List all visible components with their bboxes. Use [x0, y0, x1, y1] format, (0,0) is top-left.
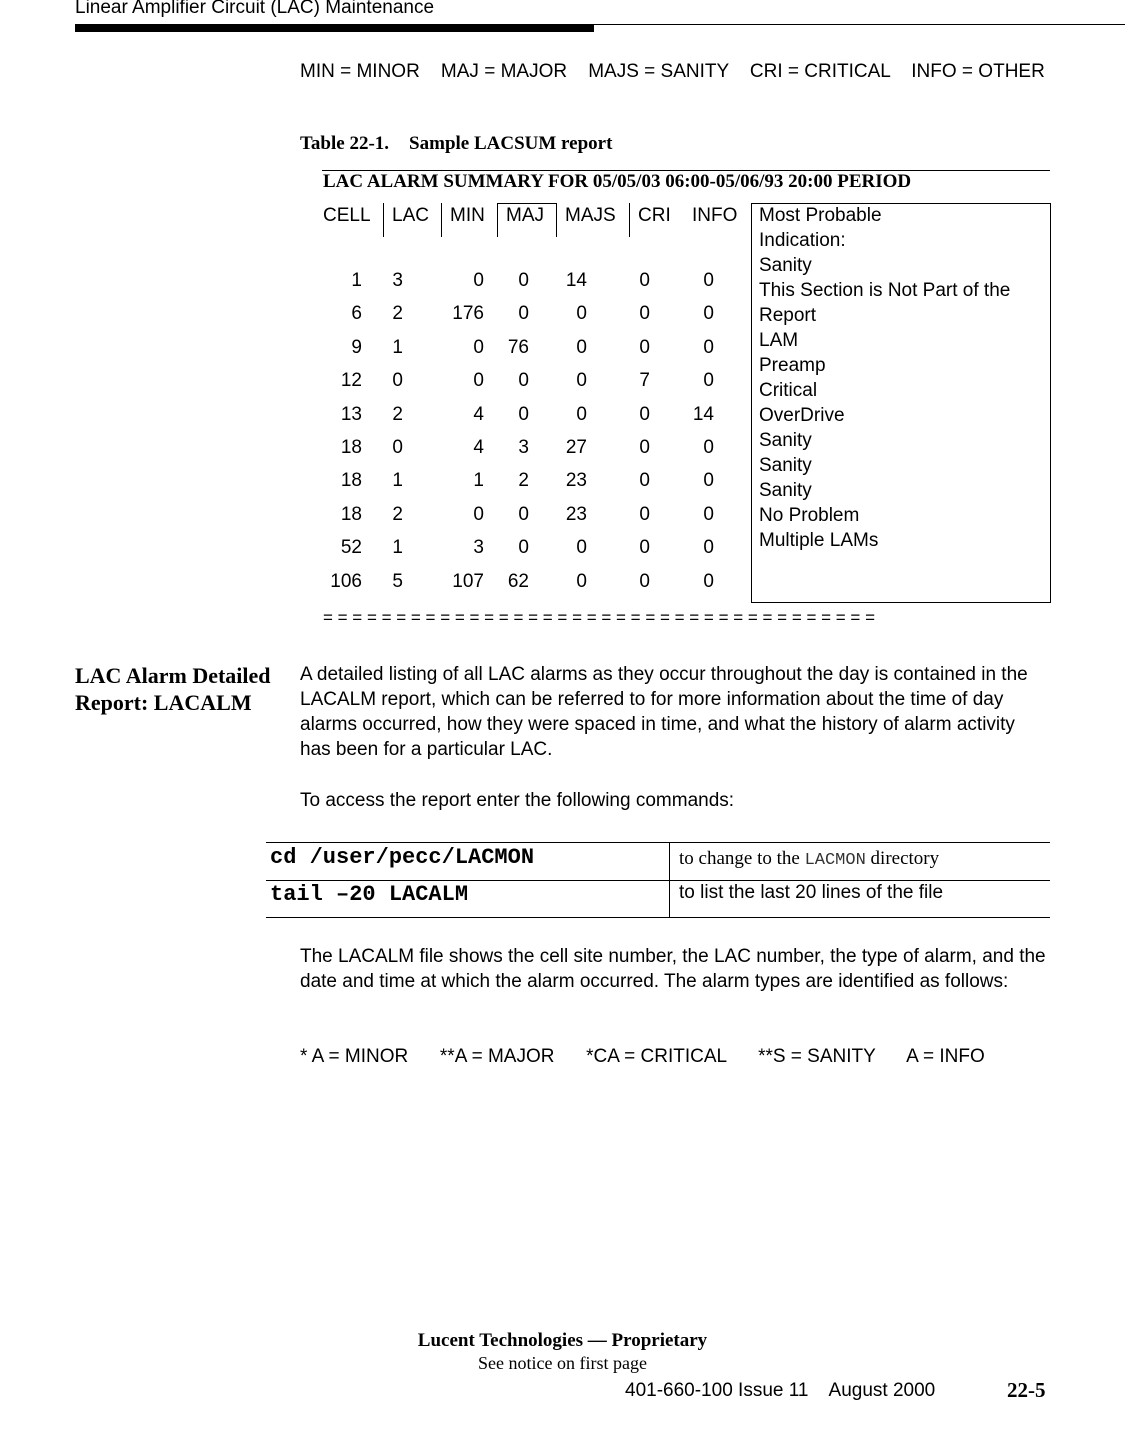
table-cell-lac: 0: [392, 437, 403, 458]
footer-company: Lucent Technologies — Proprietary: [417, 1330, 708, 1351]
indication-line: No Problem: [759, 505, 860, 526]
command-cd-description: [679, 848, 939, 870]
table-cell-info: 0: [703, 470, 714, 492]
footer-document-info: 401-660-100 Issue 11 August 2000: [625, 1380, 936, 1401]
indication-line: LAM: [759, 330, 799, 351]
indication-line: Critical: [759, 380, 818, 401]
table-cell-min: 3: [473, 537, 484, 559]
table-cell-majs: 0: [576, 570, 587, 592]
table-cell-min: 4: [473, 403, 484, 425]
indication-line: This Section is Not Part of the: [759, 280, 1011, 301]
indication-line: Sanity: [759, 455, 812, 476]
table-cell-cri: 7: [639, 370, 650, 392]
table-cell-cell: 12: [340, 370, 362, 392]
column-header-rule: [497, 203, 556, 204]
table-cell-lac: 2: [392, 303, 403, 325]
column-header-info: INFO: [692, 205, 738, 226]
alarm-types-legend: * A = MINOR **A = MAJOR *CA = CRITICAL **S = SANITY A = INFO: [300, 1046, 985, 1067]
command-tail: tail –20 LACALM: [270, 882, 469, 907]
table-cell-maj: 0: [518, 503, 529, 525]
table-cell-min: 107: [452, 570, 484, 592]
table-cell-maj: 76: [507, 336, 529, 358]
column-separator: [383, 203, 384, 237]
table-cell-cell: 6: [351, 303, 362, 325]
table-cell-majs: 0: [576, 336, 587, 358]
table-cell-cell: 9: [351, 336, 362, 358]
command-table-separator: [669, 842, 670, 918]
running-header-title: Linear Amplifier Circuit (LAC) Maintenance: [75, 0, 435, 18]
table-cell-min: 0: [473, 503, 484, 525]
table-cell-info: 0: [703, 503, 714, 525]
table-cell-cri: 0: [639, 303, 650, 325]
table-cell-cri: 0: [639, 503, 650, 525]
table-cell-lac: 5: [392, 570, 403, 592]
table-cell-majs: 23: [565, 503, 587, 525]
table-cell-lac: 1: [392, 470, 403, 492]
page-number: 22-5: [1007, 1378, 1046, 1402]
table-cell-maj: 2: [518, 470, 529, 492]
column-separator: [556, 203, 557, 237]
table-cell-info: 0: [703, 370, 714, 392]
column-separator: [497, 203, 498, 237]
table-cell-majs: 0: [576, 303, 587, 325]
indication-line: Most Probable: [759, 205, 882, 226]
table-cell-lac: 2: [392, 403, 403, 425]
table-cell-lac: 2: [392, 503, 403, 525]
table-cell-cell: 18: [340, 437, 362, 458]
table-cell-maj: 0: [518, 303, 529, 325]
table-cell-maj: 62: [507, 570, 529, 592]
table-cell-cell: 18: [340, 470, 362, 492]
indication-line: Report: [759, 305, 817, 326]
column-separator: [441, 203, 442, 237]
table-cell-cell: 18: [340, 503, 362, 525]
table-cell-majs: 0: [576, 370, 587, 392]
indication-line: Indication:: [759, 230, 846, 251]
table-caption-title: Sample LACSUM report: [409, 133, 613, 154]
table-cell-cell: 106: [330, 570, 362, 592]
table-cell-cri: 0: [639, 270, 650, 291]
header-rule-thick: [75, 24, 594, 32]
table-cell-min: 0: [473, 336, 484, 358]
table-cell-maj: 0: [518, 370, 529, 392]
command-cd: cd /user/pecc/LACMON: [270, 845, 535, 870]
table-cell-majs: 27: [565, 437, 587, 458]
table-cell-cell: 1: [351, 270, 362, 291]
indication-line: Sanity: [759, 430, 812, 451]
table-cell-min: 4: [473, 437, 484, 458]
column-header-cri: CRI: [638, 205, 671, 226]
indication-line: Multiple LAMs: [759, 530, 879, 551]
section-paragraph-1: A detailed listing of all LAC alarms as they occur throughout the day is contained in the LACALM report, which can be referred to for more information about the time of day alarms occurred, how they were spaced in time, and what the history of alarm activity has been for a particular LAC.: [300, 664, 1028, 760]
indication-line: Sanity: [759, 255, 812, 276]
table-cell-min: 0: [473, 370, 484, 392]
table-cell-info: 0: [703, 303, 714, 325]
table-cell-info: 0: [703, 570, 714, 592]
command-cd-description-suffix: directory: [865, 848, 940, 869]
table-cell-info: 0: [703, 270, 714, 291]
column-separator: [629, 203, 630, 237]
table-cell-maj: 0: [518, 403, 529, 425]
column-header-min: MIN: [450, 205, 485, 226]
table-cell-majs: 23: [565, 470, 587, 492]
indication-line: OverDrive: [759, 405, 845, 426]
table-cell-majs: 14: [565, 270, 587, 291]
section-paragraph-3: The LACALM file shows the cell site number, the LAC number, the type of alarm, and the date and time at which the alarm occurred. The alarm types are identified as follows:: [300, 946, 1046, 992]
command-cd-description-code: LACMON: [804, 851, 866, 870]
indication-line: Sanity: [759, 480, 812, 501]
table-cell-lac: 0: [392, 370, 403, 392]
command-table-rule: [266, 917, 1050, 918]
table-cell-lac: 1: [392, 336, 403, 358]
footer-notice: See notice on first page: [478, 1353, 647, 1373]
indication-line: Preamp: [759, 355, 826, 376]
table-cell-cri: 0: [639, 403, 650, 425]
table-cell-lac: 3: [392, 270, 403, 291]
table-caption-number: Table 22-1.: [300, 133, 390, 154]
table-cell-majs: 0: [576, 537, 587, 559]
table-cell-cell: 13: [340, 403, 362, 425]
table-cell-cell: 52: [340, 537, 362, 559]
table-cell-min: 0: [473, 270, 484, 291]
abbreviation-legend: MIN = MINOR MAJ = MAJOR MAJS = SANITY CRI = CRITICAL INFO = OTHER: [300, 61, 1045, 82]
table-cell-cri: 0: [639, 537, 650, 559]
column-header-majs: MAJS: [565, 205, 616, 226]
table-cell-cri: 0: [639, 336, 650, 358]
table-cell-majs: 0: [576, 403, 587, 425]
command-table-rule: [266, 880, 1050, 881]
table-cell-cri: 0: [639, 470, 650, 492]
table-cell-maj: 3: [518, 437, 529, 458]
section-paragraph-2: To access the report enter the following commands:: [300, 790, 735, 811]
table-cell-min: 176: [452, 303, 484, 325]
table-cell-lac: 1: [392, 537, 403, 559]
table-cell-cri: 0: [639, 437, 650, 458]
column-header-maj: MAJ: [506, 205, 544, 226]
table-cell-maj: 0: [518, 270, 529, 291]
table-end-marker: = = = = = = = = = = = = = = = = = = = = = = = = = = = = = = = = = = = = = =: [323, 608, 876, 627]
table-title: LAC ALARM SUMMARY FOR 05/05/03 06:00-05/06/93 20:00 PERIOD: [323, 171, 912, 192]
column-header-cell: CELL: [323, 205, 371, 226]
table-cell-info: 0: [703, 437, 714, 458]
column-header-lac: LAC: [392, 205, 429, 226]
table-cell-maj: 0: [518, 537, 529, 559]
command-table-rule: [266, 842, 1050, 843]
table-cell-info: 0: [703, 537, 714, 559]
table-cell-cri: 0: [639, 570, 650, 592]
command-tail-description: to list the last 20 lines of the file: [679, 882, 944, 903]
table-cell-info: 14: [692, 403, 714, 425]
table-cell-min: 1: [473, 470, 484, 492]
table-cell-info: 0: [703, 336, 714, 358]
command-cd-description-prefix: to change to the: [679, 848, 805, 869]
table-caption: [300, 133, 612, 155]
section-heading: LAC Alarm Detailed Report: LACALM: [75, 663, 271, 715]
